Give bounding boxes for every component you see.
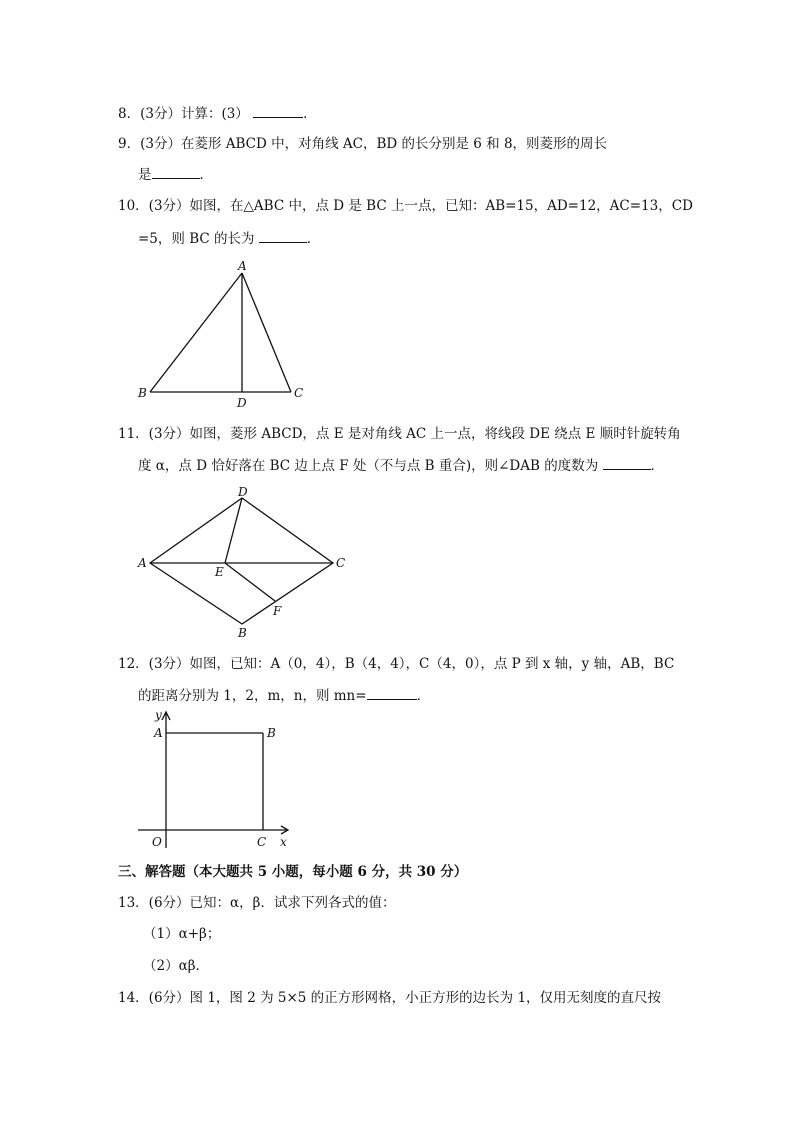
q11-label-F: F	[273, 604, 282, 618]
q11-label-E: E	[215, 565, 224, 579]
question-11-line1: 11．(3分）如图，菱形 ABCD，点 E 是对角线 AC 上一点，将线段 DE 绕点 E 顺时针旋转角	[118, 426, 681, 442]
q12-label-B: B	[267, 726, 276, 740]
q11-label-D: D	[238, 485, 248, 499]
q11-suffix: ．	[650, 458, 665, 474]
q12-text: 的距离分别为 1，2，m，n，则 mn=	[138, 688, 367, 704]
q11-label-B: B	[238, 626, 247, 640]
question-13-sub2: （2）αβ．	[143, 958, 210, 974]
q10-label-A: A	[238, 259, 247, 273]
q12-label-A: A	[154, 726, 163, 740]
section-3-heading: 三、解答题（本大题共 5 小题，每小题 6 分，共 30 分）	[118, 864, 468, 880]
q10-suffix: ．	[306, 231, 321, 247]
q10-text: =5，则 BC 的长为	[138, 231, 259, 247]
q11-label-C: C	[336, 556, 346, 570]
q9-suffix: ．	[199, 167, 213, 183]
q11-label-A: A	[138, 556, 147, 570]
q11-text: 度 α，点 D 恰好落在 BC 边上点 F 处（不与点 B 重合)，则∠DAB 的度数为	[138, 458, 603, 474]
q12-label-O: O	[152, 835, 162, 849]
q10-label-B: B	[138, 386, 147, 400]
question-13-line1: 13．(6分）已知：α，β．试求下列各式的值：	[118, 895, 396, 911]
q9-text: 是	[138, 167, 152, 183]
q12-label-y: y	[155, 708, 162, 722]
question-9-line1: 9．(3分）在菱形 ABCD 中，对角线 AC，BD 的长分别是 6 和 8，则菱形的周长	[118, 136, 608, 152]
question-10-line1: 10．(3分）如图，在△ABC 中，点 D 是 BC 上一点，已知：AB=15，AD=12，AC=13，CD	[118, 198, 693, 214]
q10-label-D: D	[237, 396, 247, 410]
q8-suffix: ．	[303, 106, 317, 122]
q8-text: 8．(3分）计算：(3）	[118, 106, 249, 122]
q10-label-C: C	[294, 386, 304, 400]
question-13-sub1: （1）α+β；	[143, 926, 221, 942]
q12-suffix: ．	[416, 688, 431, 704]
q12-label-C: C	[257, 835, 267, 849]
q12-label-x: x	[280, 835, 287, 849]
question-12-line1: 12．(3分）如图，已知：A（0，4），B（4，4），C（4，0），点 P 到 x 轴，y 轴，AB，BC	[118, 656, 675, 672]
question-14-line1: 14．(6分）图 1，图 2 为 5×5 的正方形网格，小正方形的边长为 1，仅用无刻度的直尺按	[118, 990, 662, 1006]
